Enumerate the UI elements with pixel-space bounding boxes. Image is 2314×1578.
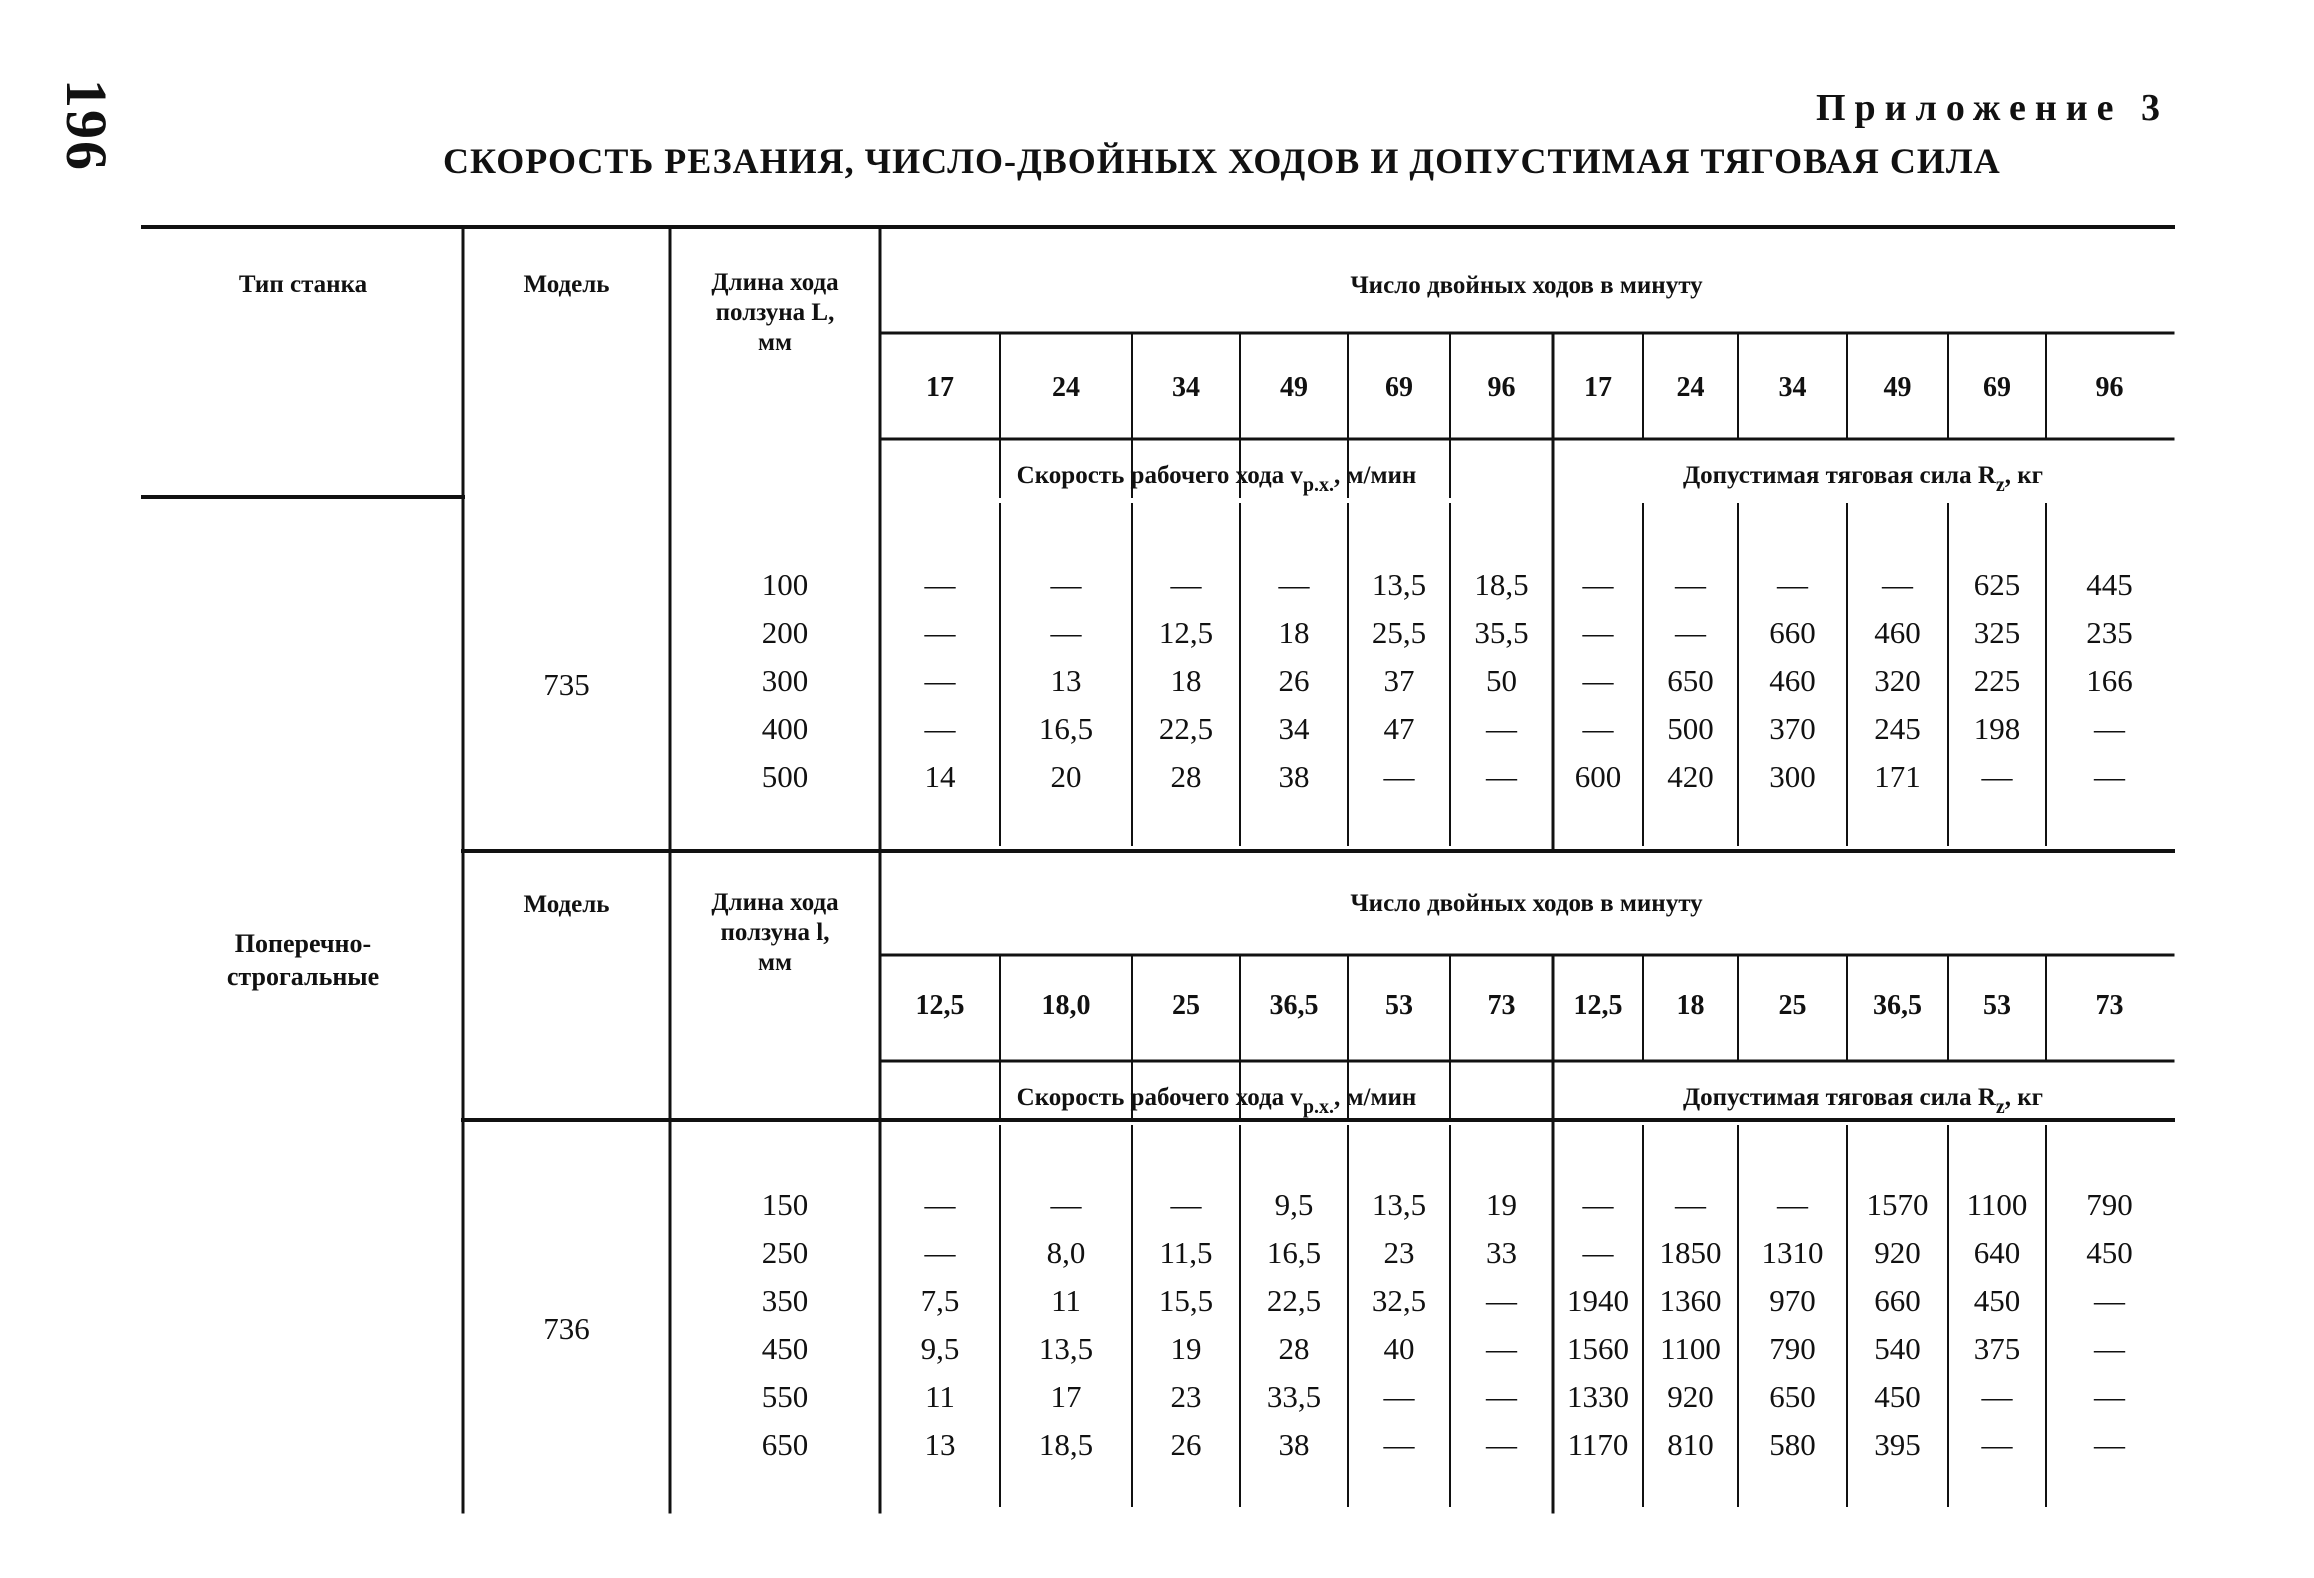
- force-column-header: 36,5: [1873, 990, 1922, 1021]
- force-cell: —: [1777, 567, 1808, 602]
- speed-cell: —: [1170, 567, 1202, 602]
- model-header: Модель: [523, 891, 610, 918]
- speed-cell: —: [1486, 1331, 1517, 1366]
- speed-cell: 33: [1486, 1235, 1517, 1270]
- machine-type-header: Тип станка: [238, 271, 368, 298]
- speed-cell: 32,5: [1371, 1283, 1427, 1318]
- force-cell: 225: [1973, 663, 2021, 698]
- force-cell: —: [2094, 1379, 2125, 1414]
- stroke-length-value: 350: [761, 1283, 809, 1318]
- force-cell: —: [1777, 1187, 1808, 1222]
- speed-cell: 18,5: [1038, 1427, 1094, 1462]
- stroke-length-header: Длина хода: [711, 269, 839, 296]
- speed-column-header: 53: [1385, 990, 1413, 1021]
- force-column-header: 24: [1676, 372, 1705, 403]
- force-header: Допустимая тяговая сила $R_z$, кг: [1682, 462, 2044, 496]
- force-cell: —: [1582, 567, 1614, 602]
- speed-cell: —: [1486, 1379, 1517, 1414]
- force-cell: 790: [2086, 1187, 2133, 1222]
- speed-cell: —: [1170, 1187, 1202, 1222]
- speed-column-header: 49: [1280, 372, 1308, 403]
- speed-cell: 20: [1050, 759, 1082, 794]
- force-column-header: 69: [1983, 372, 2011, 403]
- speed-cell: —: [924, 615, 956, 650]
- speed-cell: —: [924, 567, 956, 602]
- force-cell: 450: [1874, 1379, 1921, 1414]
- force-cell: 166: [2086, 663, 2133, 698]
- speed-cell: 50: [1486, 663, 1517, 698]
- force-cell: 460: [1769, 663, 1816, 698]
- speed-cell: 16,5: [1266, 1235, 1322, 1270]
- speed-header: Скорость рабочего хода $v_{р.х.}$, м/мин: [1016, 462, 1417, 496]
- speed-cell: —: [1383, 759, 1415, 794]
- speed-cell: —: [924, 711, 956, 746]
- speed-cell: —: [924, 663, 956, 698]
- force-cell: 920: [1667, 1379, 1714, 1414]
- stroke-length-value: 450: [761, 1331, 809, 1366]
- force-cell: 1100: [1660, 1331, 1721, 1366]
- speed-cell: 37: [1383, 663, 1415, 698]
- force-cell: 640: [1973, 1235, 2021, 1270]
- force-cell: —: [1981, 759, 2013, 794]
- force-cell: 920: [1874, 1235, 1921, 1270]
- strokes-per-minute-header: Число двойных ходов в минуту: [1350, 272, 1703, 299]
- speed-cell: 26: [1170, 1427, 1202, 1462]
- speed-cell: 15,5: [1158, 1283, 1214, 1318]
- speed-column-header: 24: [1052, 372, 1080, 403]
- speed-cell: 38: [1278, 759, 1310, 794]
- speed-cell: 40: [1383, 1331, 1415, 1366]
- force-cell: 650: [1769, 1379, 1816, 1414]
- speed-cell: 35,5: [1474, 615, 1529, 650]
- speed-cell: 13: [924, 1427, 956, 1462]
- stroke-length-value: 150: [761, 1187, 809, 1222]
- force-cell: 450: [2086, 1235, 2133, 1270]
- speed-cell: 13,5: [1038, 1331, 1094, 1366]
- speed-cell: —: [1486, 1283, 1517, 1318]
- force-column-header: 96: [2095, 372, 2124, 403]
- force-cell: —: [1582, 1187, 1614, 1222]
- force-cell: —: [1981, 1427, 2013, 1462]
- force-cell: 171: [1874, 759, 1921, 794]
- force-cell: 790: [1769, 1331, 1816, 1366]
- force-cell: 235: [2086, 615, 2133, 650]
- force-cell: 420: [1667, 759, 1714, 794]
- force-cell: 650: [1667, 663, 1714, 698]
- stroke-length-header: мм: [757, 329, 793, 356]
- speed-cell: 11: [1051, 1283, 1081, 1318]
- speed-cell: 18,5: [1474, 567, 1529, 602]
- force-cell: 1310: [1761, 1235, 1824, 1270]
- force-cell: —: [1582, 663, 1614, 698]
- force-column-header: 53: [1983, 990, 2011, 1021]
- speed-cell: 12,5: [1158, 615, 1214, 650]
- page-number: 196: [54, 79, 119, 172]
- speed-cell: 11,5: [1159, 1235, 1213, 1270]
- force-cell: 1330: [1567, 1379, 1629, 1414]
- speed-cell: 18: [1278, 615, 1310, 650]
- force-cell: 375: [1973, 1331, 2021, 1366]
- force-column-header: 49: [1883, 372, 1912, 403]
- speed-column-header: 73: [1487, 990, 1516, 1021]
- force-cell: 500: [1667, 711, 1714, 746]
- stroke-length-header: Длина хода: [711, 889, 839, 916]
- speed-cell: —: [1486, 711, 1517, 746]
- speed-header: Скорость рабочего хода $v_{р.х.}$, м/мин: [1016, 1084, 1417, 1118]
- speed-column-header: 96: [1487, 372, 1516, 403]
- force-cell: 1170: [1567, 1427, 1629, 1462]
- force-cell: 1100: [1966, 1187, 2028, 1222]
- stroke-length-value: 650: [761, 1427, 809, 1462]
- force-cell: 395: [1874, 1427, 1921, 1462]
- force-cell: 540: [1874, 1331, 1921, 1366]
- force-cell: —: [2094, 1283, 2125, 1318]
- machine-type-label: Поперечно-: [234, 929, 372, 958]
- model-value: 736: [543, 1311, 590, 1346]
- force-header: Допустимая тяговая сила $R_z$, кг: [1682, 1084, 2044, 1118]
- force-cell: 625: [1973, 567, 2021, 602]
- force-column-header: 34: [1778, 372, 1807, 403]
- strokes-per-minute-header: Число двойных ходов в минуту: [1350, 890, 1703, 917]
- force-column-header: 73: [2095, 990, 2124, 1021]
- speed-cell: 7,5: [920, 1283, 960, 1318]
- model-value: 735: [543, 667, 590, 702]
- stroke-length-value: 500: [761, 759, 809, 794]
- stroke-length-header: ползуна l,: [720, 919, 830, 946]
- speed-cell: 19: [1170, 1331, 1202, 1366]
- speed-cell: —: [1278, 567, 1310, 602]
- force-cell: 460: [1874, 615, 1921, 650]
- force-cell: —: [1582, 1235, 1614, 1270]
- speed-cell: 22,5: [1266, 1283, 1322, 1318]
- speed-column-header: 34: [1172, 372, 1200, 403]
- force-column-header: 17: [1584, 372, 1612, 403]
- force-cell: 660: [1769, 615, 1816, 650]
- speed-cell: 13,5: [1371, 567, 1427, 602]
- force-cell: 1360: [1659, 1283, 1722, 1318]
- force-cell: 320: [1874, 663, 1921, 698]
- speed-cell: 26: [1278, 663, 1310, 698]
- stroke-length-value: 250: [761, 1235, 809, 1270]
- force-cell: 970: [1769, 1283, 1816, 1318]
- force-column-header: 25: [1778, 990, 1807, 1021]
- speed-cell: —: [1050, 615, 1082, 650]
- speed-column-header: 25: [1172, 990, 1200, 1021]
- stroke-length-header: мм: [757, 949, 793, 976]
- speed-cell: 33,5: [1266, 1379, 1322, 1414]
- speed-column-header: 36,5: [1269, 990, 1319, 1021]
- force-cell: —: [1675, 1187, 1706, 1222]
- force-cell: 325: [1973, 615, 2021, 650]
- speed-cell: 23: [1383, 1235, 1415, 1270]
- speed-column-header: 69: [1385, 372, 1413, 403]
- force-cell: 810: [1667, 1427, 1714, 1462]
- speed-cell: 38: [1278, 1427, 1310, 1462]
- force-cell: 370: [1769, 711, 1816, 746]
- force-cell: —: [1582, 711, 1614, 746]
- speed-cell: 34: [1278, 711, 1310, 746]
- speed-cell: —: [1486, 1427, 1517, 1462]
- speed-cell: 9,5: [1274, 1187, 1314, 1222]
- force-cell: 600: [1574, 759, 1622, 794]
- speed-cell: —: [924, 1235, 956, 1270]
- force-cell: 445: [2086, 567, 2133, 602]
- speed-cell: —: [1486, 759, 1517, 794]
- speed-cell: —: [924, 1187, 956, 1222]
- speed-cell: 13,5: [1371, 1187, 1427, 1222]
- force-cell: 1850: [1659, 1235, 1722, 1270]
- model-header: Модель: [523, 271, 610, 298]
- force-cell: —: [2094, 759, 2125, 794]
- speed-cell: 16,5: [1038, 711, 1094, 746]
- speed-cell: 11: [925, 1379, 955, 1414]
- force-column-header: 18: [1676, 990, 1705, 1021]
- page-title: СКОРОСТЬ РЕЗАНИЯ, ЧИСЛО-ДВОЙНЫХ ХОДОВ И ДОПУСТИМАЯ ТЯГОВАЯ СИЛА: [443, 141, 2001, 181]
- stroke-length-header: ползуна L,: [715, 299, 835, 326]
- force-cell: —: [1882, 567, 1913, 602]
- speed-column-header: 17: [926, 372, 954, 403]
- force-cell: —: [1582, 615, 1614, 650]
- force-cell: —: [1675, 567, 1706, 602]
- speed-column-header: 18,0: [1041, 990, 1091, 1021]
- speed-cell: —: [1383, 1427, 1415, 1462]
- force-cell: —: [2094, 1427, 2125, 1462]
- stroke-length-value: 300: [761, 663, 809, 698]
- speed-cell: —: [1383, 1379, 1415, 1414]
- force-cell: 580: [1769, 1427, 1816, 1462]
- force-cell: —: [2094, 711, 2125, 746]
- force-cell: 245: [1874, 711, 1921, 746]
- force-cell: 1940: [1567, 1283, 1629, 1318]
- speed-cell: 47: [1383, 711, 1415, 746]
- speed-cell: 28: [1170, 759, 1202, 794]
- speed-cell: 13: [1050, 663, 1082, 698]
- speed-cell: 23: [1170, 1379, 1202, 1414]
- speed-cell: —: [1050, 567, 1082, 602]
- stroke-length-value: 100: [761, 567, 809, 602]
- force-column-header: 12,5: [1573, 990, 1623, 1021]
- stroke-length-value: 550: [761, 1379, 809, 1414]
- force-cell: 198: [1973, 711, 2021, 746]
- force-cell: 1570: [1866, 1187, 1929, 1222]
- speed-cell: —: [1050, 1187, 1082, 1222]
- force-cell: 450: [1973, 1283, 2021, 1318]
- stroke-length-value: 400: [761, 711, 809, 746]
- force-cell: 1560: [1567, 1331, 1629, 1366]
- speed-column-header: 12,5: [915, 990, 965, 1021]
- machine-type-label: строгальные: [226, 962, 380, 991]
- appendix-label: Приложение 3: [1815, 87, 2169, 129]
- speed-cell: 25,5: [1371, 615, 1427, 650]
- speed-cell: 28: [1278, 1331, 1310, 1366]
- speed-cell: 18: [1170, 663, 1202, 698]
- force-cell: —: [1981, 1379, 2013, 1414]
- speed-cell: 9,5: [920, 1331, 960, 1366]
- force-cell: —: [2094, 1331, 2125, 1366]
- speed-cell: 22,5: [1158, 711, 1214, 746]
- speed-cell: 17: [1050, 1379, 1082, 1414]
- speed-cell: 19: [1486, 1187, 1517, 1222]
- force-cell: 660: [1874, 1283, 1921, 1318]
- speed-cell: 14: [924, 759, 956, 794]
- force-cell: —: [1675, 615, 1706, 650]
- stroke-length-value: 200: [761, 615, 809, 650]
- force-cell: 300: [1769, 759, 1816, 794]
- speed-cell: 8,0: [1046, 1235, 1086, 1270]
